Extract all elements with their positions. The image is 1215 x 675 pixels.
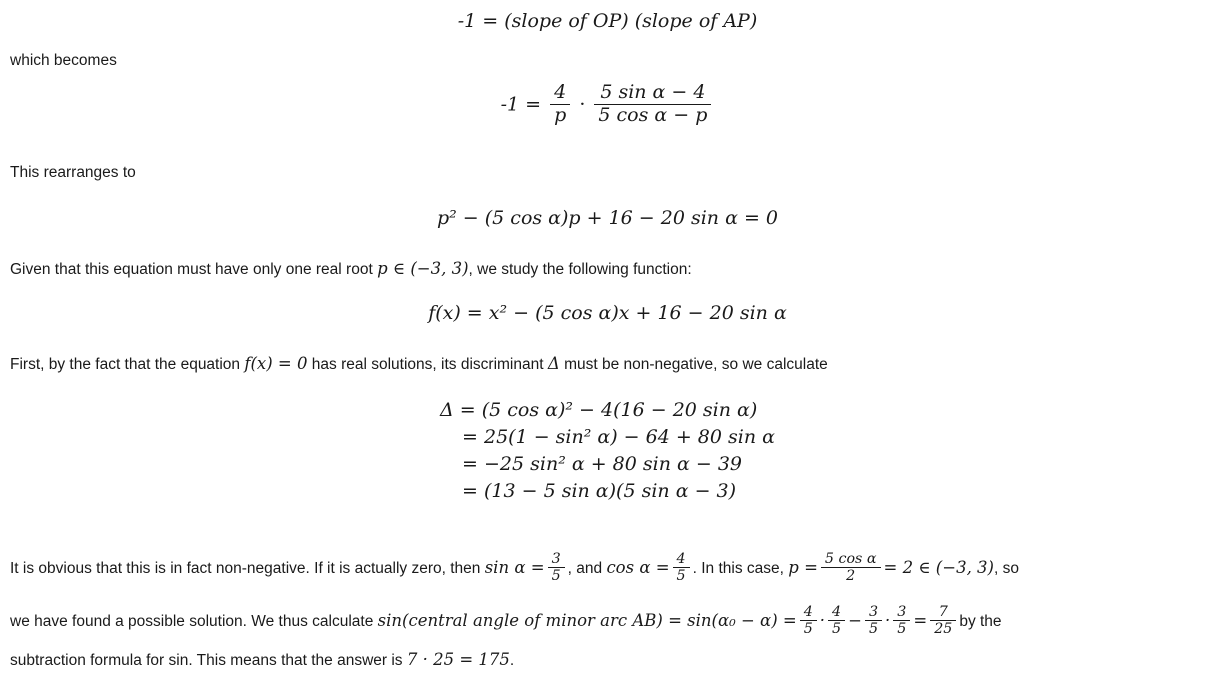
fraction-slope-ap-denominator: 5 cos α − p xyxy=(598,103,708,126)
fraction-four-over-p xyxy=(550,82,570,127)
fraction-three-fifths-b xyxy=(893,604,910,638)
fraction-three-fifths-b-numerator: 3 xyxy=(893,604,910,621)
text-solution-calculation xyxy=(0,605,1215,639)
text-final-answer-part2: . xyxy=(509,652,515,669)
inline-math-fx-equals-zero: f(x) = 0 xyxy=(244,354,308,373)
minus-sign: − xyxy=(848,610,862,630)
fraction-four-over-p-denominator: p xyxy=(554,103,567,126)
text-obvious-part3: . In this case, xyxy=(692,559,784,577)
equation-discriminant-lines xyxy=(440,394,775,507)
equation-discriminant-line-1: Δ = (5 cos α)² − 4(16 − 20 sin α) xyxy=(440,399,758,421)
text-final-answer-part1: subtraction formula for sin. This means that the answer is xyxy=(10,652,403,669)
text-solution-part1: we have found a possible solution. We thus calculate xyxy=(10,612,374,630)
equation-perpendicular-product-text: -1 = (slope of OP) (slope of AP) xyxy=(457,10,758,32)
equation-discriminant-line-4: = (13 − 5 sin α)(5 sin α − 3) xyxy=(462,480,737,502)
inline-math-cos-alpha: cos α = xyxy=(606,557,670,577)
fraction-three-fifths-a-numerator: 3 xyxy=(865,604,882,621)
equation-perpendicular-product xyxy=(0,10,1215,32)
equation-discriminant-line-2: = 25(1 − sin² α) − 64 + 80 sin α xyxy=(462,426,775,448)
fraction-four-fifths-a-numerator: 4 xyxy=(800,604,817,621)
equation-discriminant-line-3: = −25 sin² α + 80 sin α − 39 xyxy=(462,453,743,475)
fraction-four-over-p-numerator: 4 xyxy=(550,82,570,105)
equals-sign: = xyxy=(913,610,928,630)
fraction-p-value-denominator: 2 xyxy=(846,568,856,585)
fraction-four-fifths-a xyxy=(800,604,817,638)
fraction-three-fifths-a xyxy=(865,604,882,638)
fraction-four-fifths-cos xyxy=(673,551,690,585)
multiplication-dot-b: · xyxy=(885,610,891,630)
inline-math-root-interval: p ∈ (−3, 3) xyxy=(377,259,469,278)
multiplication-dot: · xyxy=(579,93,586,116)
text-given-part1: Given that this equation must have only one real root xyxy=(10,261,373,278)
multiplication-dot-a: · xyxy=(819,610,826,630)
fraction-seven-twentyfifths-numerator: 7 xyxy=(930,604,956,621)
text-discriminant-intro-part1: First, by the fact that the equation xyxy=(10,356,241,373)
equation-quadratic-in-p xyxy=(0,207,1215,229)
text-final-answer xyxy=(0,648,1215,672)
text-rearranges-to xyxy=(0,162,1215,184)
text-which-becomes xyxy=(0,50,1215,72)
equation-function-definition xyxy=(0,302,1215,324)
inline-math-sin-central-angle: sin(central angle of minor arc AB) = sin(α₀ − α) = xyxy=(377,610,797,630)
fraction-p-value-numerator: 5 cos α xyxy=(821,551,881,568)
text-discriminant-intro xyxy=(0,352,1215,376)
fraction-four-fifths-a-denominator: 5 xyxy=(803,621,813,638)
fraction-four-fifths-b xyxy=(828,604,845,638)
text-obvious-part2: , and xyxy=(567,559,603,577)
equation-function-definition-text: f(x) = x² − (5 cos α)x + 16 − 20 sin α xyxy=(428,302,787,324)
inline-math-p-in-interval: = 2 ∈ (−3, 3) xyxy=(883,557,994,577)
text-obvious-part1: It is obvious that this is in fact non-negative. If it is actually zero, then xyxy=(10,559,481,577)
text-obvious-part4: , so xyxy=(994,559,1019,577)
text-which-becomes-label: which becomes xyxy=(10,52,117,69)
inline-math-sin-alpha: sin α = xyxy=(484,557,545,577)
text-solution-part2: by the xyxy=(959,612,1002,630)
fraction-four-fifths-b-denominator: 5 xyxy=(832,621,842,638)
equation-substituted-body xyxy=(501,83,715,128)
equation-quadratic-in-p-text: p² − (5 cos α)p + 16 − 20 sin α = 0 xyxy=(436,207,778,229)
text-discriminant-intro-part3: must be non-negative, so we calculate xyxy=(564,356,828,373)
fraction-slope-ap-numerator: 5 sin α − 4 xyxy=(594,82,711,105)
equation-discriminant-derivation xyxy=(0,394,1215,507)
equation-substituted xyxy=(0,83,1215,128)
fraction-four-fifths-cos-numerator: 4 xyxy=(673,551,690,568)
fraction-three-fifths xyxy=(548,551,565,585)
fraction-three-fifths-numerator: 3 xyxy=(548,551,565,568)
fraction-seven-twentyfifths xyxy=(930,604,956,638)
fraction-three-fifths-denominator: 5 xyxy=(551,568,561,585)
fraction-slope-ap xyxy=(594,82,711,127)
text-discriminant-intro-part2: has real solutions, its discriminant xyxy=(311,356,544,373)
fraction-four-fifths-b-numerator: 4 xyxy=(828,604,845,621)
inline-math-final-answer: 7 · 25 = 175 xyxy=(406,650,510,669)
inline-math-p-equals: p = xyxy=(788,557,818,577)
equation-substituted-lhs: -1 = xyxy=(500,93,542,116)
text-given-one-real-root xyxy=(0,257,1215,281)
text-obvious-nonnegative xyxy=(0,552,1215,586)
fraction-three-fifths-a-denominator: 5 xyxy=(868,621,879,638)
fraction-seven-twentyfifths-denominator: 25 xyxy=(934,621,953,638)
text-given-part2: , we study the following function: xyxy=(468,261,692,278)
text-rearranges-to-label: This rearranges to xyxy=(10,164,136,181)
inline-math-delta: Δ xyxy=(547,354,560,373)
fraction-p-value xyxy=(821,551,881,585)
fraction-three-fifths-b-denominator: 5 xyxy=(897,621,907,638)
fraction-four-fifths-cos-denominator: 5 xyxy=(676,568,686,585)
